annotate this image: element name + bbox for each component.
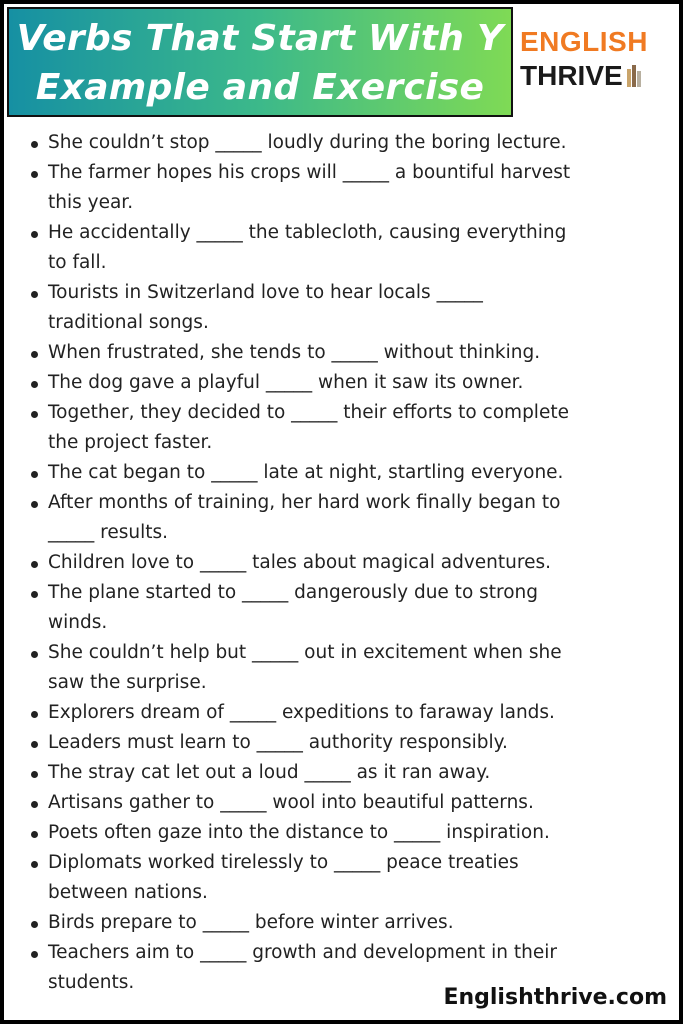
title-line-1: Verbs That Start With Y [16,18,504,59]
logo-bottom-row [520,60,670,92]
logo-text-thrive: THRIVE [520,60,623,91]
exercise-item [22,698,662,728]
exercise-text: Tourists in Switzerland love to hear locals _____ [48,282,483,303]
exercise-text: students. [48,972,135,993]
exercise-text: The plane started to _____ dangerously due to strong [48,582,539,603]
exercise-text: The dog gave a playful _____ when it saw its owner. [48,372,524,393]
exercise-text: Birds prepare to _____ before winter arrives. [48,912,454,933]
exercise-text: traditional songs. [48,312,209,333]
exercise-item [22,158,662,218]
exercise-text: When frustrated, she tends to _____ without thinking. [48,342,541,363]
exercise-item [22,848,662,908]
exercise-text: The farmer hopes his crops will _____ a bountiful harvest [48,162,571,183]
exercise-text: winds. [48,612,108,633]
exercise-item [22,578,662,638]
exercise-text: Poets often gaze into the distance to _____ inspiration. [48,822,550,843]
exercise-item [22,488,662,548]
exercise-text: _____ results. [48,522,168,543]
exercise-text: the project faster. [48,432,213,453]
exercise-text: He accidentally _____ the tablecloth, causing everything [48,222,567,243]
exercise-item [22,458,662,488]
title-line-2: Example and Exercise [35,67,485,108]
exercise-item [22,758,662,788]
exercise-item [22,128,662,158]
exercise-text: Teachers aim to _____ growth and development in their [48,942,557,963]
exercise-item [22,368,662,398]
english-thrive-logo [520,26,670,92]
exercise-text: to fall. [48,252,107,273]
exercise-item [22,638,662,698]
exercise-text: this year. [48,192,134,213]
exercise-item [22,818,662,848]
exercise-item [22,728,662,758]
exercise-text: Together, they decided to _____ their efforts to complete [48,402,569,423]
exercise-item [22,278,662,338]
exercise-text: Artisans gather to _____ wool into beautiful patterns. [48,792,534,813]
exercise-item [22,788,662,818]
logo-text-english: ENGLISH [520,26,648,57]
website-footer: Englishthrive.com [443,985,667,1010]
exercise-item [22,548,662,578]
exercise-text: The cat began to _____ late at night, startling everyone. [48,462,564,483]
exercise-list [22,128,662,998]
exercise-text: Leaders must learn to _____ authority responsibly. [48,732,508,753]
title-banner [7,7,513,117]
exercise-text: between nations. [48,882,208,903]
exercise-text: saw the surprise. [48,672,207,693]
books-icon [627,65,642,87]
exercise-item [22,398,662,458]
exercise-text: Children love to _____ tales about magical adventures. [48,552,551,573]
exercise-item [22,908,662,938]
exercise-text: Diplomats worked tirelessly to _____ peace treaties [48,852,519,873]
exercise-text: She couldn’t help but _____ out in excitement when she [48,642,562,663]
exercise-text: Explorers dream of _____ expeditions to faraway lands. [48,702,555,723]
exercise-text: She couldn’t stop _____ loudly during the boring lecture. [48,132,567,153]
exercise-text: The stray cat let out a loud _____ as it ran away. [48,762,491,783]
exercise-item [22,338,662,368]
exercise-text: After months of training, her hard work finally began to [48,492,561,513]
exercise-item [22,218,662,278]
